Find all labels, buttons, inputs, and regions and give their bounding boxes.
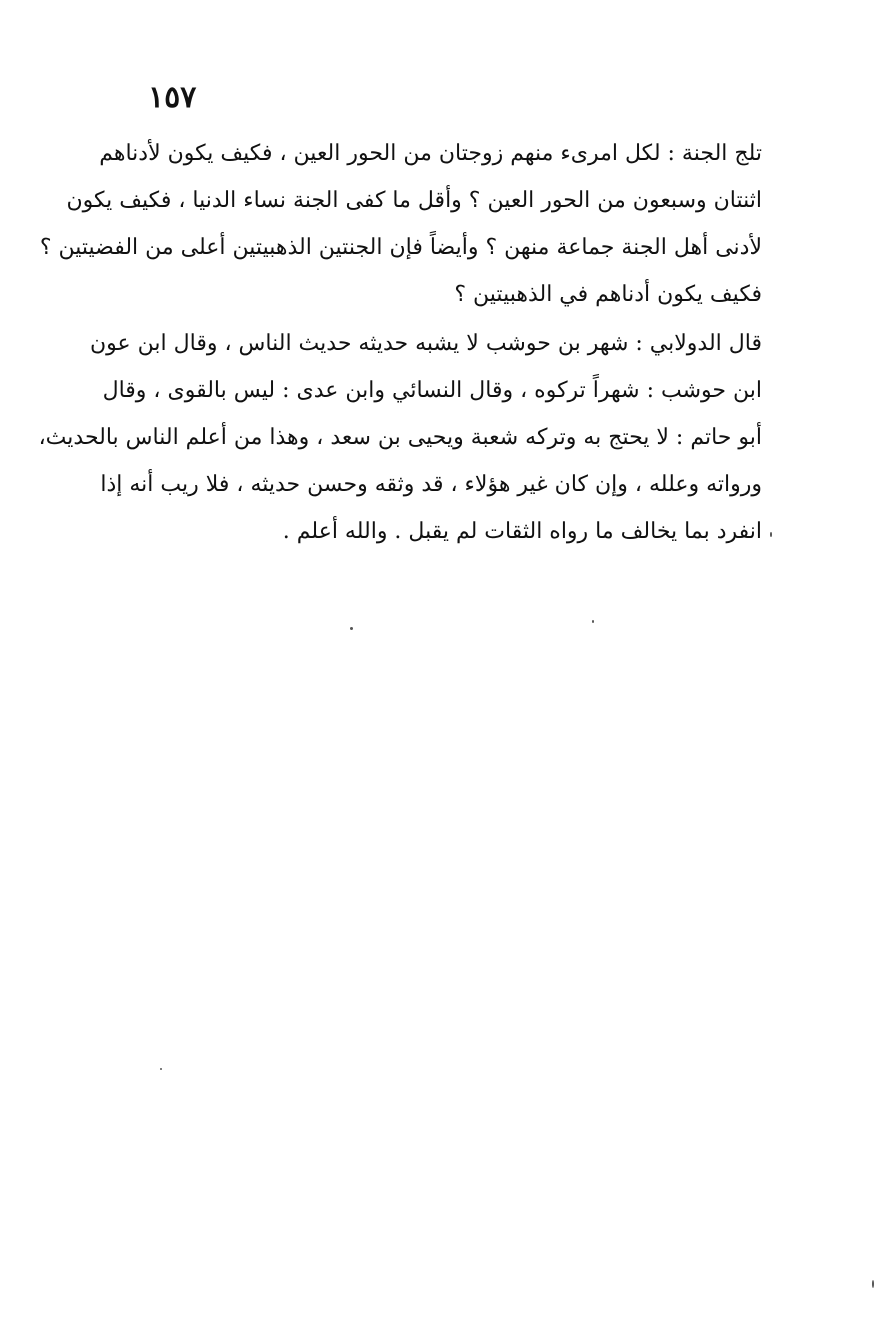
text-line: ورواته وعلله ، وإن كان غير هؤلاء ، قد وثقه وحسن حديثه ، فلا ريب أنه إذا (100, 472, 762, 497)
page-number: ١٥٧ (148, 80, 197, 115)
text-line: قال الدولابي : شهر بن حوشب لا يشبه حديثه حديث الناس ، وقال ابن عون (90, 331, 762, 356)
paragraph-2 (38, 320, 762, 555)
scan-speck (160, 1068, 162, 1070)
text-line: فكيف يكون أدناهم في الذهبيتين ؟ (454, 282, 762, 307)
text-line: أبو حاتم : لا يحتج به وتركه شعبة ويحيى بن سعد ، وهذا من أعلم الناس بالحديث، (38, 425, 762, 450)
text-line: تلج الجنة : لكل امرىء منهم زوجتان من الحور العين ، فكيف يكون لأدناهم (99, 141, 762, 166)
scan-speck (350, 627, 353, 630)
text-line: اثنتان وسبعون من الحور العين ؟ وأقل ما كفى الجنة نساء الدنيا ، فكيف يكون (66, 188, 762, 213)
scan-speck (592, 620, 594, 623)
scan-speck (770, 532, 772, 537)
text-line: انفرد بما يخالف ما رواه الثقات لم يقبل . والله أعلم . (282, 519, 762, 544)
text-line: ابن حوشب : شهراً تركوه ، وقال النسائي وابن عدى : ليس بالقوى ، وقال (102, 378, 762, 403)
paragraph-1 (39, 130, 762, 318)
scan-speck (872, 1280, 874, 1288)
text-line: لأدنى أهل الجنة جماعة منهن ؟ وأيضاً فإن الجنتين الذهبيتين أعلى من الفضيتين ؟ (39, 235, 762, 260)
